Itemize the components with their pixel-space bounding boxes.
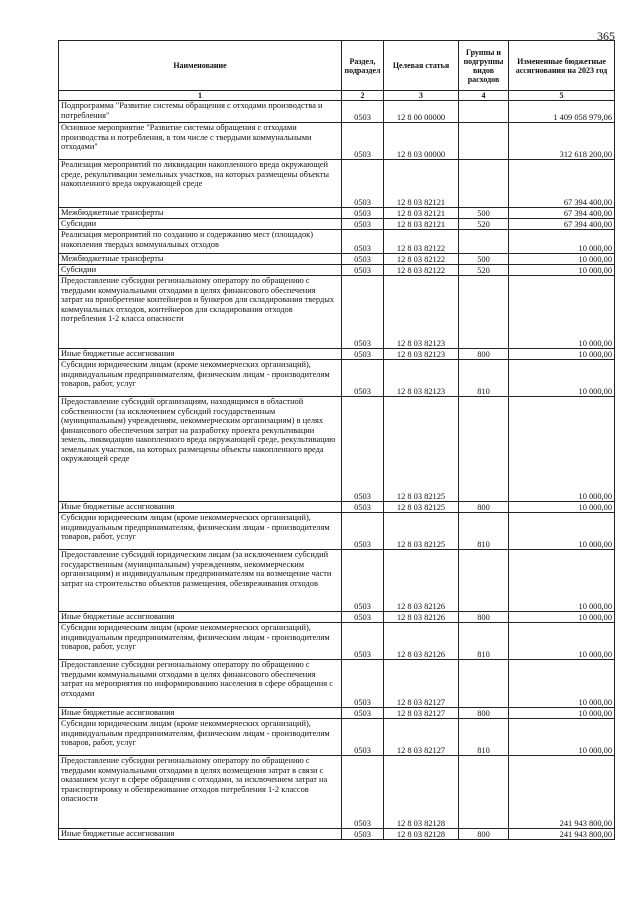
row-target: 12 8 03 82126 — [384, 612, 459, 623]
row-group: 500 — [459, 254, 509, 265]
row-name: Субсидии — [59, 219, 342, 230]
header-name: Наименование — [59, 41, 342, 91]
row-section: 0503 — [342, 708, 384, 719]
row-target: 12 8 03 82127 — [384, 660, 459, 708]
row-target: 12 8 03 82125 — [384, 397, 459, 502]
row-section: 0503 — [342, 756, 384, 829]
row-group: 800 — [459, 708, 509, 719]
row-group: 800 — [459, 612, 509, 623]
row-section: 0503 — [342, 360, 384, 397]
row-amount: 1 409 058 979,06 — [509, 101, 615, 123]
row-name: Межбюджетные трансферты — [59, 254, 342, 265]
column-number: 3 — [384, 91, 459, 101]
row-target: 12 8 03 00000 — [384, 123, 459, 160]
table-row — [59, 397, 615, 502]
row-name: Иные бюджетные ассигнования — [59, 502, 342, 513]
row-target: 12 8 03 82127 — [384, 719, 459, 756]
table-row — [59, 502, 615, 513]
table-row — [59, 160, 615, 208]
row-name: Иные бюджетные ассигнования — [59, 829, 342, 840]
row-amount: 10 000,00 — [509, 623, 615, 660]
row-section: 0503 — [342, 502, 384, 513]
row-section: 0503 — [342, 829, 384, 840]
row-group — [459, 660, 509, 708]
table-row — [59, 829, 615, 840]
row-name: Иные бюджетные ассигнования — [59, 708, 342, 719]
table-row — [59, 719, 615, 756]
table-row — [59, 219, 615, 230]
header-amount: Измененные бюджетные ассигнования на 2023 год — [509, 41, 615, 91]
row-name: Реализация мероприятий по ликвидации накопленного вреда окружающей среде, рекультивации земельных участков, на которых размещены объекты накопленного вреда окружающей среде — [59, 160, 342, 208]
row-target: 12 8 03 82121 — [384, 160, 459, 208]
row-section: 0503 — [342, 219, 384, 230]
row-amount: 10 000,00 — [509, 360, 615, 397]
row-section: 0503 — [342, 230, 384, 254]
row-amount: 10 000,00 — [509, 265, 615, 276]
table-row — [59, 276, 615, 349]
row-group: 520 — [459, 265, 509, 276]
row-amount: 10 000,00 — [509, 513, 615, 550]
row-section: 0503 — [342, 208, 384, 219]
row-name: Иные бюджетные ассигнования — [59, 612, 342, 623]
table-row — [59, 708, 615, 719]
row-section: 0503 — [342, 265, 384, 276]
row-target: 12 8 03 82127 — [384, 708, 459, 719]
header-row — [59, 41, 615, 91]
row-name: Предоставление субсидий организациям, находящимся в областной собственности (за исключением субсидий государственным (муниципальным) учреждениям, некоммерческим организациям) в целях финансового обеспечения затрат на разработку проекта рекультивации земель, ликвидацию накопленного вреда окружающей среде, рекультивацию земельных участков, на которых размещены объекты накопленного вреда окружающей среде — [59, 397, 342, 502]
row-target: 12 8 00 00000 — [384, 101, 459, 123]
row-section: 0503 — [342, 612, 384, 623]
row-target: 12 8 03 82126 — [384, 623, 459, 660]
row-section: 0503 — [342, 160, 384, 208]
table-row — [59, 623, 615, 660]
table-row — [59, 660, 615, 708]
table-row — [59, 756, 615, 829]
row-section: 0503 — [342, 254, 384, 265]
row-amount: 10 000,00 — [509, 612, 615, 623]
row-target: 12 8 03 82123 — [384, 349, 459, 360]
row-target: 12 8 03 82122 — [384, 254, 459, 265]
table-row — [59, 254, 615, 265]
row-amount: 10 000,00 — [509, 276, 615, 349]
row-amount: 10 000,00 — [509, 349, 615, 360]
table-row — [59, 123, 615, 160]
row-group: 810 — [459, 360, 509, 397]
row-target: 12 8 03 82125 — [384, 513, 459, 550]
row-target: 12 8 03 82122 — [384, 265, 459, 276]
row-name: Субсидии юридическим лицам (кроме некоммерческих организаций), индивидуальным предпринимателям, физическим лицам - производителям товаров, работ, услуг — [59, 719, 342, 756]
row-group: 810 — [459, 623, 509, 660]
column-number: 2 — [342, 91, 384, 101]
column-number: 1 — [59, 91, 342, 101]
budget-table — [58, 40, 615, 840]
row-amount: 241 943 800,00 — [509, 829, 615, 840]
row-target: 12 8 03 82128 — [384, 756, 459, 829]
row-name: Основное мероприятие "Развитие системы обращения с отходами производства и потребления, в том числе с твердыми коммунальными отходами" — [59, 123, 342, 160]
table-row — [59, 612, 615, 623]
table-row — [59, 265, 615, 276]
row-section: 0503 — [342, 101, 384, 123]
row-section: 0503 — [342, 123, 384, 160]
row-amount: 312 618 200,00 — [509, 123, 615, 160]
row-amount: 10 000,00 — [509, 397, 615, 502]
row-group — [459, 550, 509, 612]
table-body — [59, 101, 615, 840]
row-group — [459, 123, 509, 160]
row-amount: 10 000,00 — [509, 550, 615, 612]
row-name: Межбюджетные трансферты — [59, 208, 342, 219]
row-group — [459, 230, 509, 254]
table-row — [59, 360, 615, 397]
page-number: 365 — [597, 29, 615, 43]
column-number: 4 — [459, 91, 509, 101]
row-amount: 10 000,00 — [509, 719, 615, 756]
row-section: 0503 — [342, 349, 384, 360]
row-amount: 10 000,00 — [509, 254, 615, 265]
row-name: Предоставление субсидий юридическим лицам (за исключением субсидий государственным (муниципальным) учреждениям, некоммерческим организациям) и индивидуальным предпринимателям на возмещение части затрат на строительство объектов размещения, обезвреживания отходов — [59, 550, 342, 612]
row-target: 12 8 03 82121 — [384, 219, 459, 230]
row-name: Субсидии юридическим лицам (кроме некоммерческих организаций), индивидуальным предпринимателям, физическим лицам - производителям товаров, работ, услуг — [59, 513, 342, 550]
row-section: 0503 — [342, 513, 384, 550]
row-group: 800 — [459, 349, 509, 360]
row-target: 12 8 03 82125 — [384, 502, 459, 513]
row-name: Иные бюджетные ассигнования — [59, 349, 342, 360]
row-target: 12 8 03 82122 — [384, 230, 459, 254]
row-name: Предоставление субсидии региональному оператору по обращению с твердыми коммунальными отходами в целях финансового обеспечения затрат на мероприятия по информированию населения в сфере обращения с отходами — [59, 660, 342, 708]
row-section: 0503 — [342, 660, 384, 708]
row-amount: 67 394 400,00 — [509, 219, 615, 230]
row-amount: 67 394 400,00 — [509, 208, 615, 219]
row-target: 12 8 03 82128 — [384, 829, 459, 840]
row-group — [459, 756, 509, 829]
row-section: 0503 — [342, 397, 384, 502]
row-group: 500 — [459, 208, 509, 219]
table-row — [59, 550, 615, 612]
row-group: 810 — [459, 513, 509, 550]
row-amount: 67 394 400,00 — [509, 160, 615, 208]
row-group — [459, 160, 509, 208]
row-group: 520 — [459, 219, 509, 230]
row-section: 0503 — [342, 276, 384, 349]
table-row — [59, 513, 615, 550]
row-amount: 10 000,00 — [509, 502, 615, 513]
row-section: 0503 — [342, 550, 384, 612]
row-group: 800 — [459, 829, 509, 840]
row-target: 12 8 03 82123 — [384, 276, 459, 349]
row-group — [459, 101, 509, 123]
row-name: Субсидии юридическим лицам (кроме некоммерческих организаций), индивидуальным предпринимателям, физическим лицам - производителям товаров, работ, услуг — [59, 623, 342, 660]
row-section: 0503 — [342, 719, 384, 756]
row-group: 800 — [459, 502, 509, 513]
row-name: Субсидии — [59, 265, 342, 276]
header-target: Целевая статья — [384, 41, 459, 91]
column-number: 5 — [509, 91, 615, 101]
row-name: Реализация мероприятий по созданию и содержанию мест (площадок) накопления твердых коммунальных отходов — [59, 230, 342, 254]
column-number-row — [59, 91, 615, 101]
row-name: Подпрограмма "Развитие системы обращения с отходами производства и потребления" — [59, 101, 342, 123]
header-groups: Группы и подгруппы видов расходов — [459, 41, 509, 91]
row-amount: 10 000,00 — [509, 708, 615, 719]
row-name: Предоставление субсидии региональному оператору по обращению с твердыми коммунальными отходами в целях финансового обеспечения затрат на приобретение контейнеров и бункеров для складирования твердых коммунальных отходов, контейнеров для складирования отходов потребления 1-2 класса опасности — [59, 276, 342, 349]
table-row — [59, 230, 615, 254]
row-amount: 241 943 800,00 — [509, 756, 615, 829]
row-amount: 10 000,00 — [509, 660, 615, 708]
row-name: Субсидии юридическим лицам (кроме некоммерческих организаций), индивидуальным предпринимателям, физическим лицам - производителям товаров, работ, услуг — [59, 360, 342, 397]
row-target: 12 8 03 82126 — [384, 550, 459, 612]
row-group — [459, 397, 509, 502]
table-row — [59, 349, 615, 360]
row-group — [459, 276, 509, 349]
row-target: 12 8 03 82121 — [384, 208, 459, 219]
row-name: Предоставление субсидии региональному оператору по обращению с твердыми коммунальными отходами в целях возмещения затрат в связи с оказанием услуг в сфере обращения с отходами, за исключением затрат на транспортировку и обезвреживание отходов потребления 1-2 классов опасности — [59, 756, 342, 829]
header-section: Раздел, подраздел — [342, 41, 384, 91]
row-section: 0503 — [342, 623, 384, 660]
table-row — [59, 101, 615, 123]
row-target: 12 8 03 82123 — [384, 360, 459, 397]
row-amount: 10 000,00 — [509, 230, 615, 254]
row-group: 810 — [459, 719, 509, 756]
table-row — [59, 208, 615, 219]
